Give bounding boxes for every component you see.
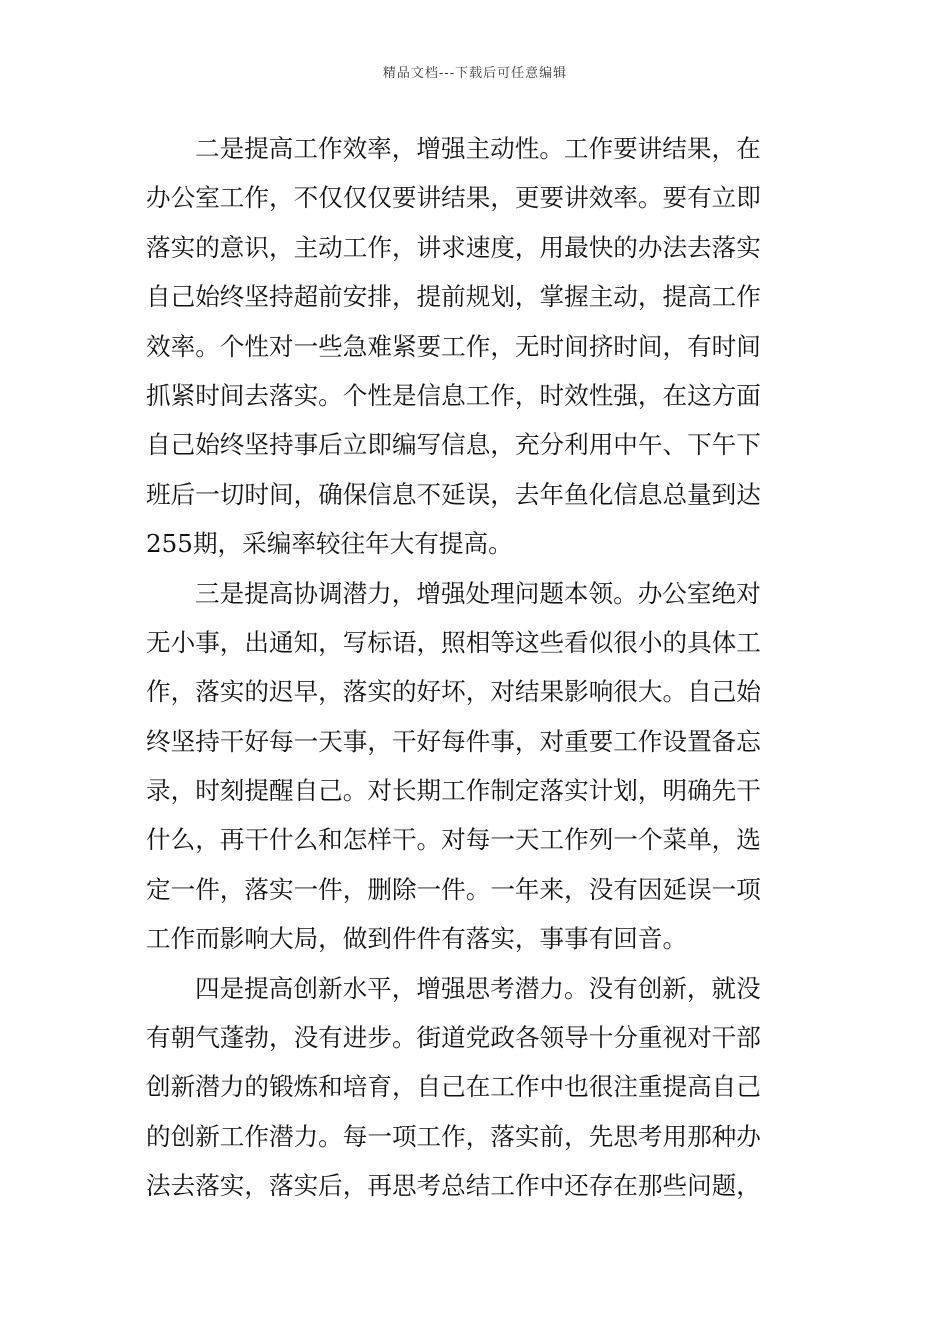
paragraph-line: 终坚持干好每一天事，干好每件事，对重要工作设置备忘 <box>146 726 761 756</box>
paragraph-line: 落实的意识，主动工作，讲求速度，用最快的办法去落实 <box>146 232 761 262</box>
paragraph-line: 班后一切时间，确保信息不延误，去年鱼化信息总量到达 <box>146 479 761 509</box>
document-body <box>146 124 808 1211</box>
paragraph-line: 无小事，出通知，写标语，照相等这些看似很小的具体工 <box>146 627 761 657</box>
paragraph-line: 创新潜力的锻炼和培育，自己在工作中也很注重提高自己 <box>146 1072 761 1102</box>
paragraph-line: 255期，采编率较往年大有提高。 <box>146 529 513 559</box>
paragraph-line: 办公室工作，不仅仅仅要讲结果，更要讲效率。要有立即 <box>146 183 761 213</box>
paragraph-line: 四是提高创新水平，增强思考潜力。没有创新，就没 <box>195 973 761 1003</box>
paragraph-line: 自己始终坚持超前安排，提前规划，掌握主动，提高工作 <box>146 282 761 312</box>
paragraph-line: 自己始终坚持事后立即编写信息，充分利用中午、下午下 <box>146 430 761 460</box>
paragraph-line: 录，时刻提醒自己。对长期工作制定落实计划，明确先干 <box>146 776 761 806</box>
paragraph-line: 的创新工作潜力。每一项工作，落实前，先思考用那种办 <box>146 1121 761 1151</box>
paragraph-line: 法去落实，落实后，再思考总结工作中还存在那些问题， <box>146 1171 761 1201</box>
paragraph-line: 什么，再干什么和怎样干。对每一天工作列一个菜单，选 <box>146 825 761 855</box>
paragraph-line: 定一件，落实一件，删除一件。一年来，没有因延误一项 <box>146 874 761 904</box>
page-header: 精品文档---下载后可任意编辑 <box>382 66 568 81</box>
paragraph-line: 三是提高协调潜力，增强处理问题本领。办公室绝对 <box>195 578 761 608</box>
paragraph-line: 工作而影响大局，做到件件有落实，事事有回音。 <box>146 924 688 954</box>
paragraph-line: 有朝气蓬勃，没有进步。街道党政各领导十分重视对干部 <box>146 1023 761 1053</box>
paragraph-line: 二是提高工作效率，增强主动性。工作要讲结果，在 <box>195 134 761 163</box>
paragraph-line: 抓紧时间去落实。个性是信息工作，时效性强，在这方面 <box>146 380 761 410</box>
paragraph-line: 效率。个性对一些急难紧要工作，无时间挤时间，有时间 <box>146 331 761 361</box>
paragraph-line: 作，落实的迟早，落实的好坏，对结果影响很大。自己始 <box>146 677 761 707</box>
